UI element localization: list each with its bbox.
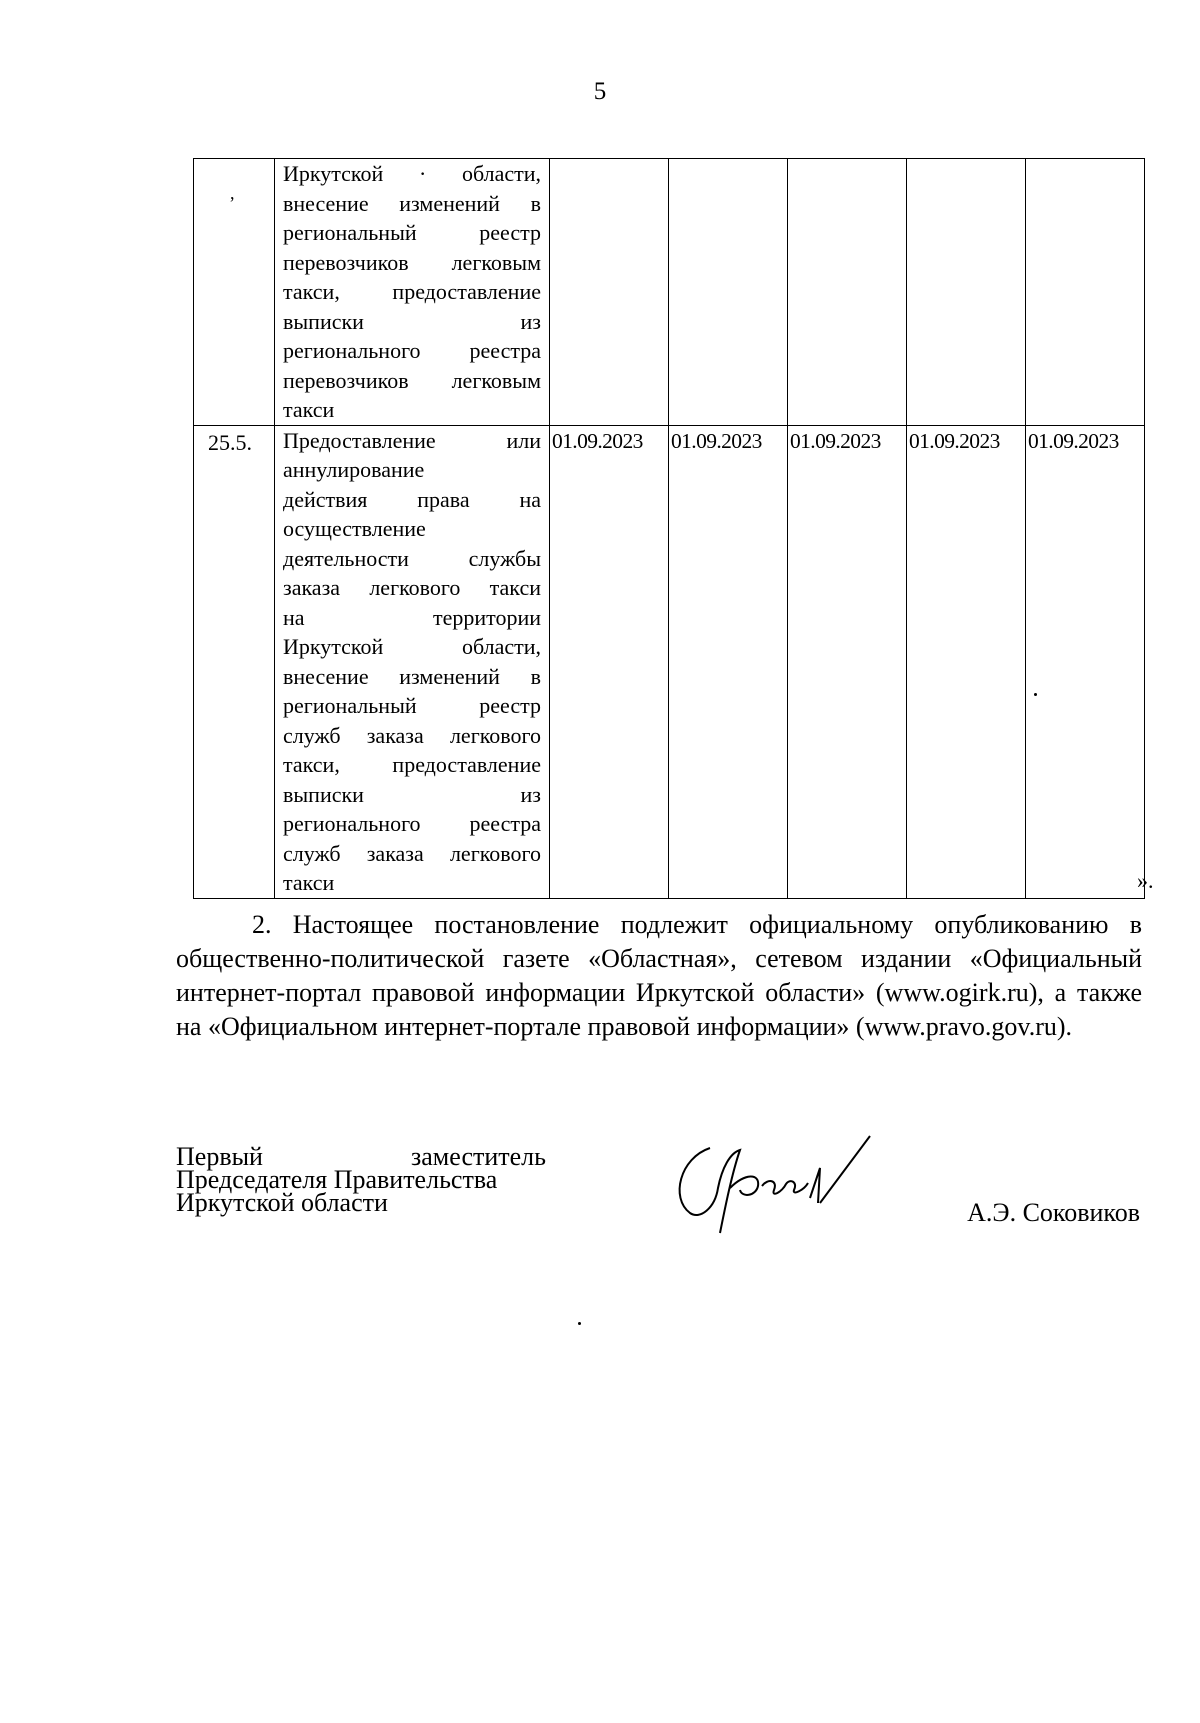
desc-line: такси (283, 870, 335, 895)
desc-line: такси (283, 397, 335, 422)
date-cell (1026, 159, 1145, 426)
signatory-title-line: Иркутской области (176, 1188, 388, 1217)
handwritten-signature (670, 1128, 890, 1238)
date-cell (669, 159, 788, 426)
date-cell (550, 425, 669, 898)
row-description (275, 426, 549, 898)
desc-line: Иркутской области, (283, 634, 541, 659)
stray-mark: , (230, 183, 235, 203)
desc-line: Предоставление или (283, 427, 541, 453)
desc-line: заказа легкового такси (283, 575, 541, 600)
row-number-cell (194, 425, 275, 898)
date-value: 01.09.2023 (790, 428, 881, 453)
date-value: 01.09.2023 (1028, 428, 1119, 453)
signer-name: А.Э. Соковиков (967, 1198, 1140, 1227)
desc-line: осуществление (283, 516, 426, 541)
schedule-table (193, 158, 1145, 899)
signatory-title (176, 1142, 546, 1217)
scan-speck (1034, 693, 1037, 696)
date-cell (907, 159, 1026, 426)
date-value: 01.09.2023 (671, 428, 762, 453)
desc-line: выписки из (283, 781, 541, 807)
description-cell (275, 425, 550, 898)
desc-line: аннулирование (283, 457, 425, 482)
desc-line: перевозчиков легковым (283, 249, 541, 275)
desc-line: такси, предоставление (283, 752, 541, 777)
desc-line: служб заказа легкового (283, 840, 541, 866)
desc-line: регионального реестра (283, 811, 541, 836)
date-value: 01.09.2023 (909, 428, 1000, 453)
desc-line: действия права на (283, 486, 541, 512)
desc-line: внесение изменений в (283, 663, 541, 689)
desc-line: региональный реестр (283, 220, 541, 245)
desc-line: на территории (283, 604, 541, 630)
signatory-title-line: Первый заместитель (176, 1142, 546, 1171)
table-row-25-5 (194, 425, 1145, 898)
desc-line: выписки из (283, 308, 541, 334)
date-cell (907, 425, 1026, 898)
closing-quote-mark: ». (1137, 868, 1154, 893)
date-cell (788, 425, 907, 898)
page-number: 5 (593, 78, 607, 105)
desc-line: перевозчиков легковым (283, 367, 541, 393)
continued-description (275, 159, 549, 425)
desc-line: деятельности службы (283, 545, 541, 571)
desc-line: внесение изменений в (283, 190, 541, 216)
desc-line: Иркутской · области, (283, 161, 541, 186)
row-number-cell (194, 159, 275, 426)
date-cell (1026, 425, 1145, 898)
table-row-continued (194, 159, 1145, 426)
desc-line: служб заказа легкового (283, 722, 541, 748)
scan-speck (578, 1322, 581, 1325)
date-cell (788, 159, 907, 426)
desc-line: региональный реестр (283, 693, 541, 718)
date-cell (550, 159, 669, 426)
desc-line: регионального реестра (283, 338, 541, 363)
description-cell (275, 159, 550, 426)
desc-line: такси, предоставление (283, 279, 541, 304)
date-value: 01.09.2023 (552, 428, 643, 453)
publication-paragraph: 2. Настоящее постановление подлежит официальному опубликованию в общественно-политической газете «Областная», сетевом издании «Официальный интернет-портал правовой информации Иркутской области» (www.ogirk.ru), а также на «Официальном интернет-портале правовой информации» (www.pravo.gov.ru). (176, 910, 1142, 1041)
signatory-title-line: Председателя Правительства (176, 1165, 498, 1194)
date-cell (669, 425, 788, 898)
row-number: 25.5. (208, 429, 252, 455)
